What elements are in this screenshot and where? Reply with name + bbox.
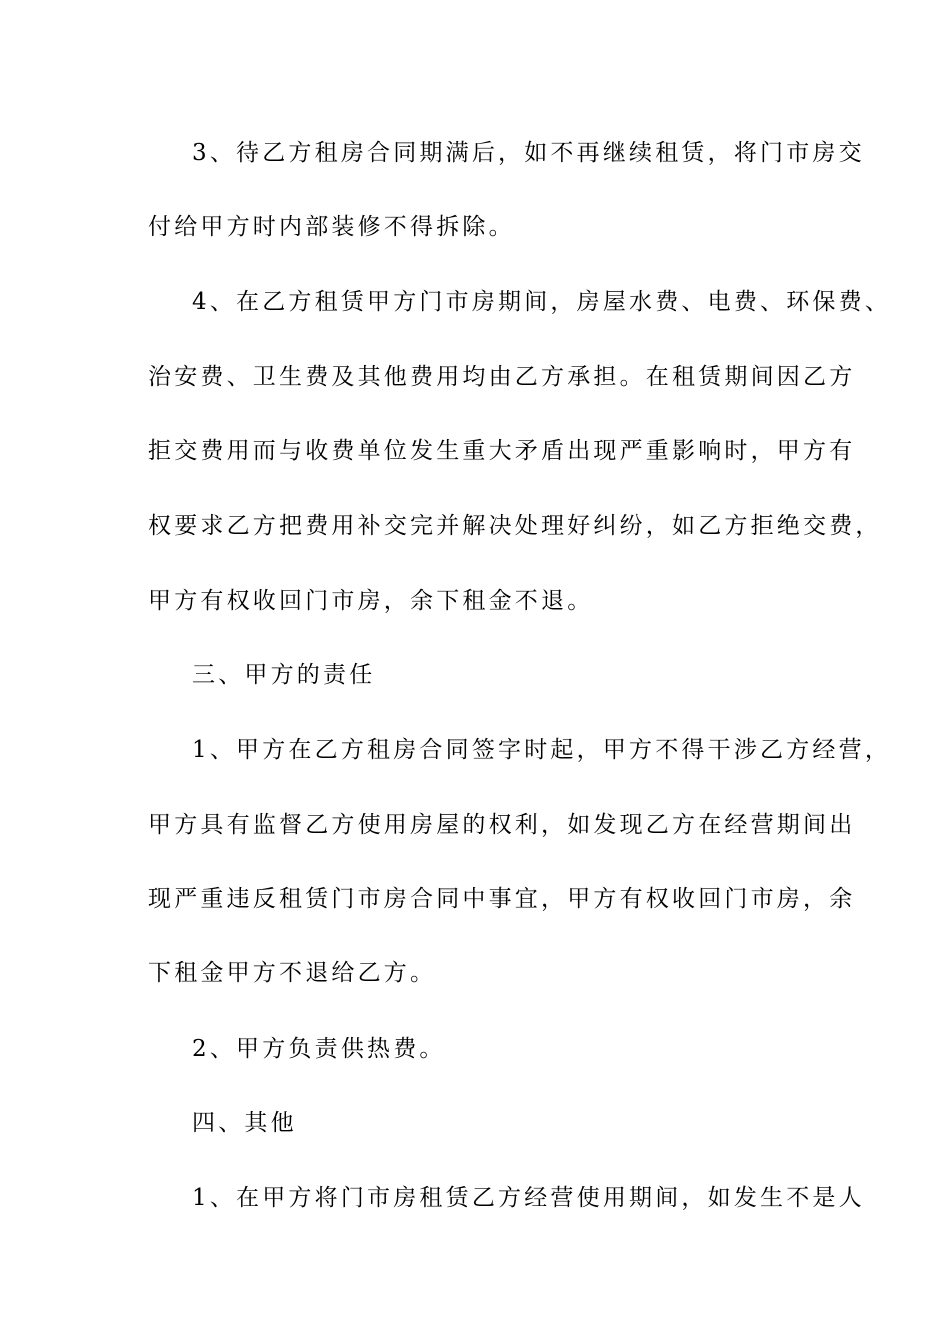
paragraph-line: 甲方有权收回门市房，余下租金不退。 [148, 588, 594, 614]
paragraph-line: 下租金甲方不退给乙方。 [148, 960, 437, 986]
section-heading: 三、甲方的责任 [192, 662, 376, 688]
paragraph-line: 甲方具有监督乙方使用房屋的权利，如发现乙方在经营期间出 [148, 812, 856, 838]
paragraph-line: 3、待乙方租房合同期满后，如不再继续租赁，将门市房交 [192, 140, 865, 166]
paragraph-line: 权要求乙方把费用补交完并解决处理好纠纷，如乙方拒绝交费， [148, 513, 882, 539]
section-heading: 四、其他 [192, 1110, 297, 1136]
paragraph-line: 4、在乙方租赁甲方门市房期间，房屋水费、电费、环保费、 [192, 289, 892, 315]
paragraph-line: 2、甲方负责供热费。 [192, 1036, 446, 1062]
paragraph-line: 拒交费用而与收费单位发生重大矛盾出现严重影响时，甲方有 [148, 438, 856, 464]
paragraph-line: 付给甲方时内部装修不得拆除。 [148, 214, 515, 240]
paragraph-line: 1、甲方在乙方租房合同签字时起，甲方不得干涉乙方经营， [192, 737, 892, 763]
paragraph-line: 治安费、卫生费及其他费用均由乙方承担。在租赁期间因乙方 [148, 364, 856, 390]
paragraph-line: 1、在甲方将门市房租赁乙方经营使用期间，如发生不是人 [192, 1185, 865, 1211]
paragraph-line: 现严重违反租赁门市房合同中事宜，甲方有权收回门市房，余 [148, 886, 856, 912]
